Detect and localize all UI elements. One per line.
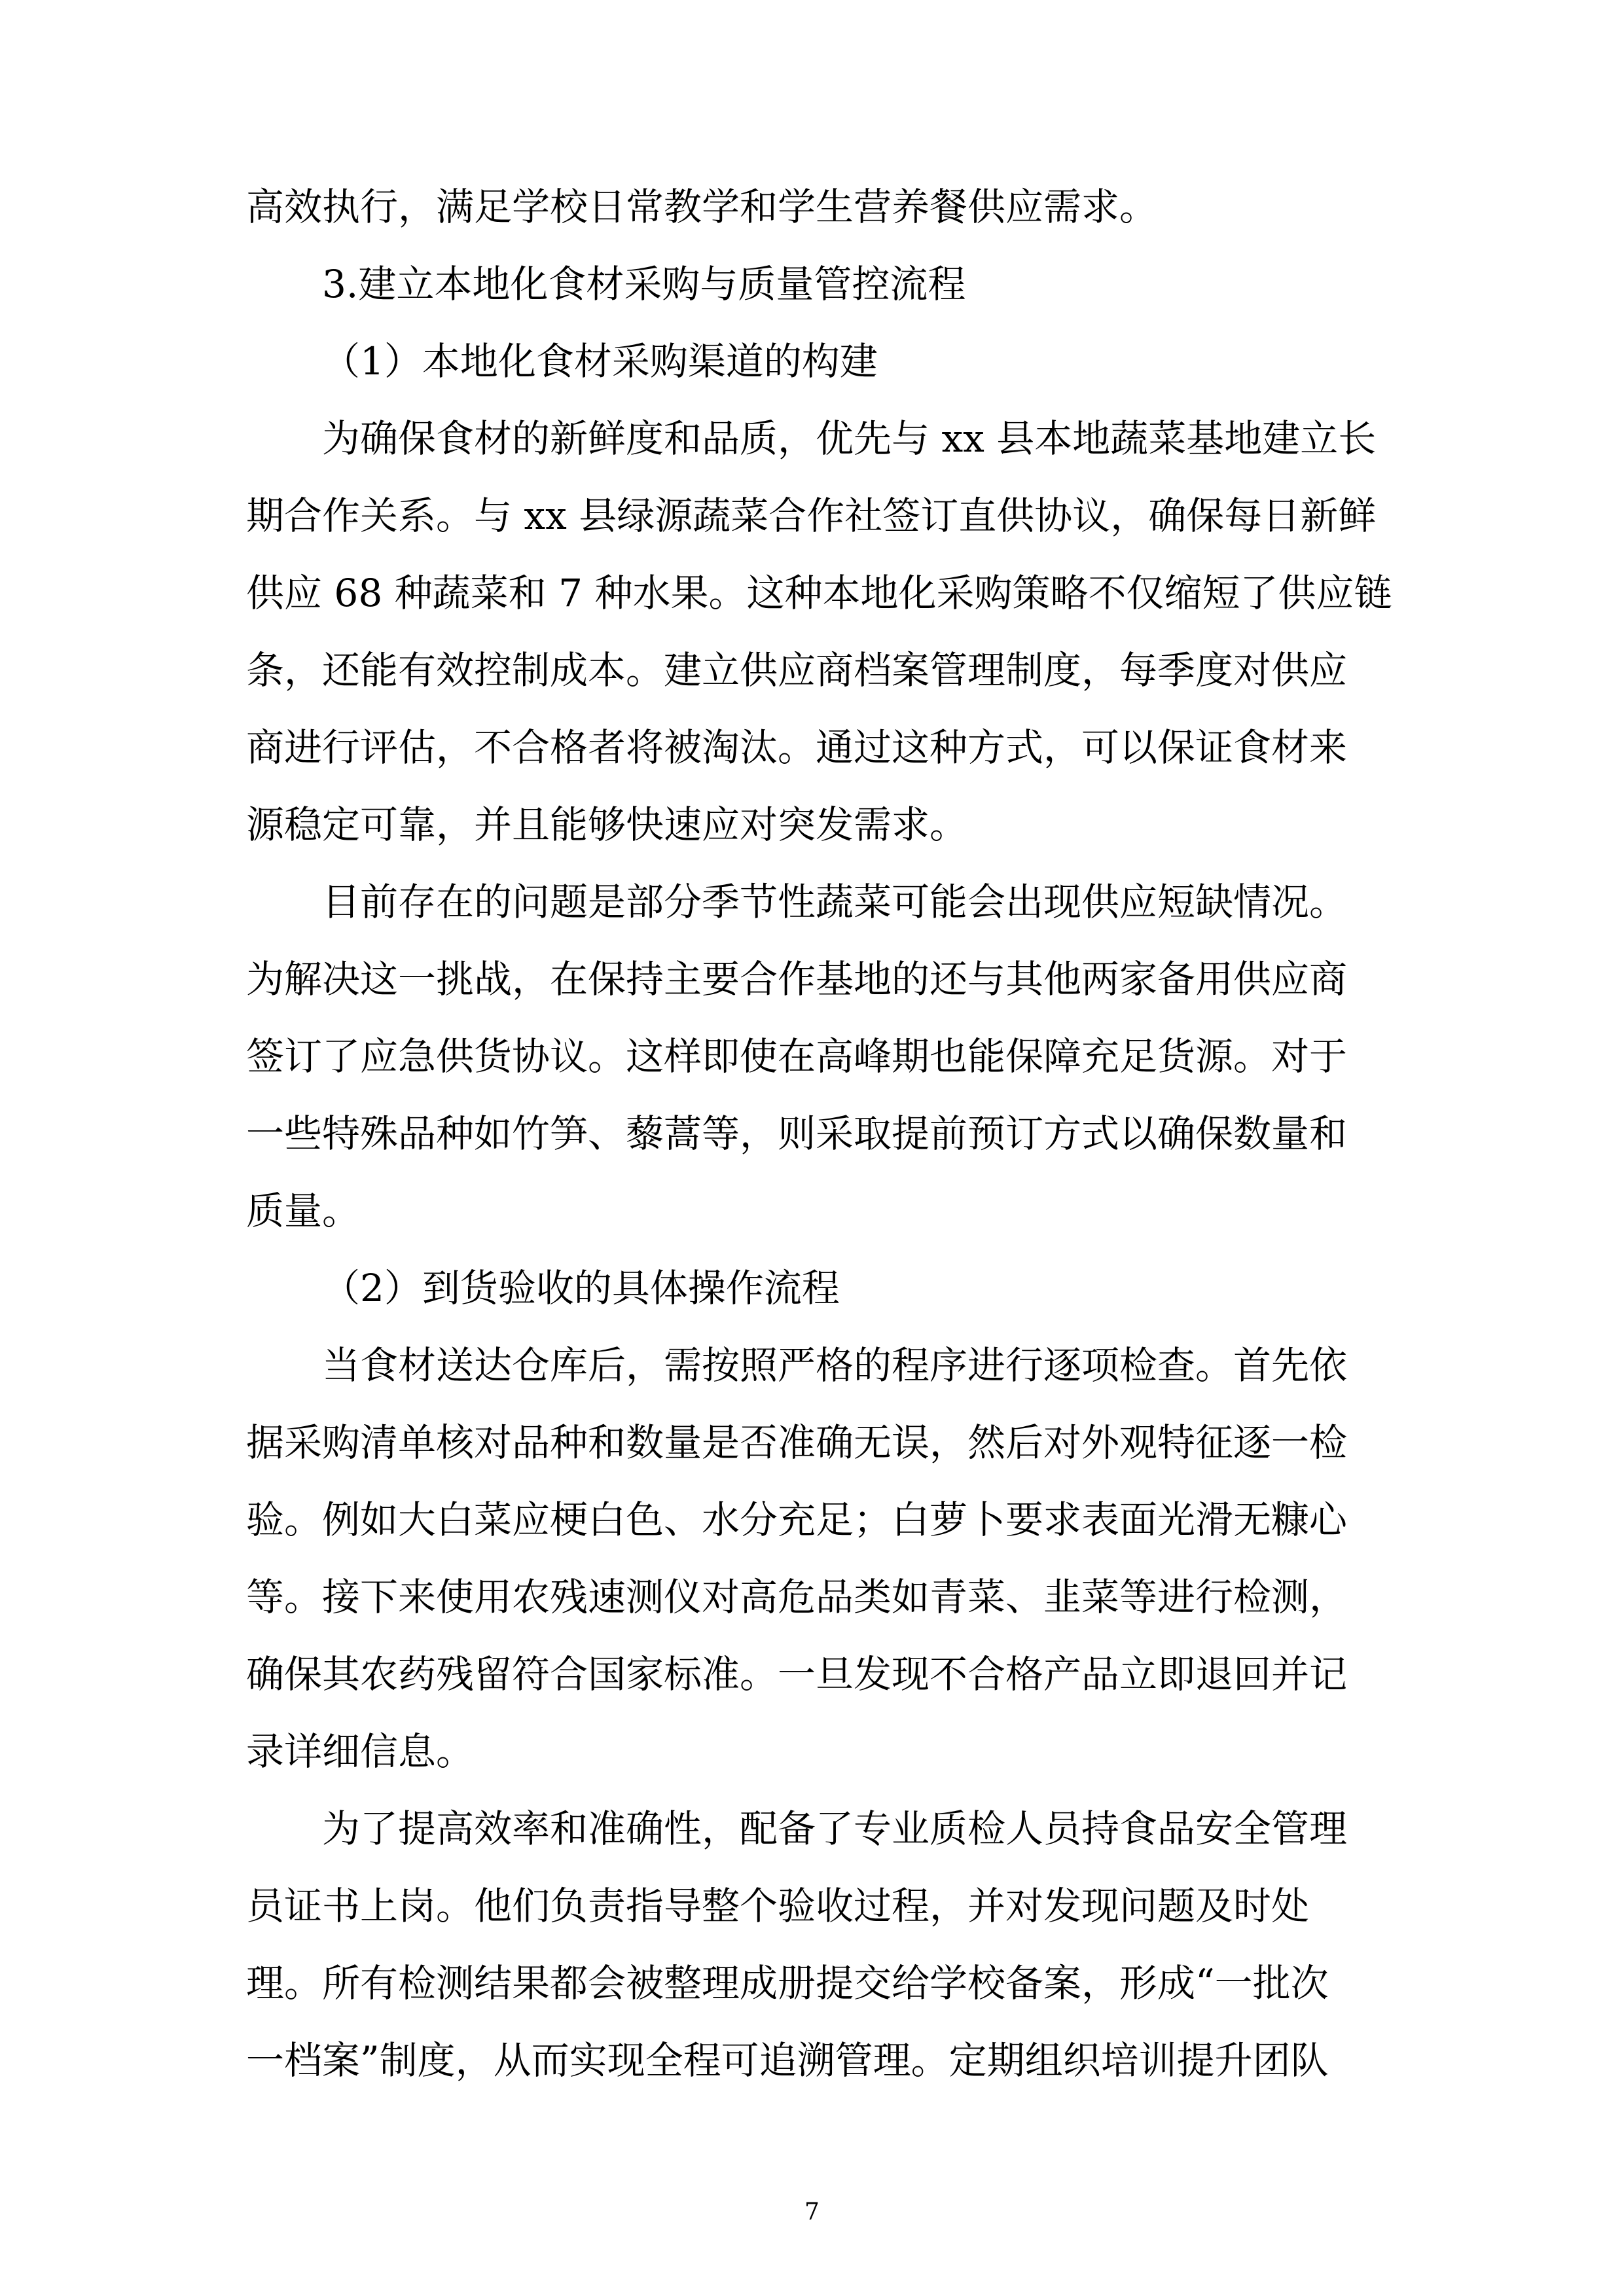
paragraph-line: 确保其农药残留符合国家标准。一旦发现不合格产品立即退回并记 [246, 1652, 1348, 1696]
paragraph-line: 目前存在的问题是部分季节性蔬菜可能会出现供应短缺情况。 [322, 880, 1348, 924]
paragraph-line: 当食材送达仓库后，需按照严格的程序进行逐项检查。首先依 [322, 1343, 1348, 1388]
section-heading: 3.建立本地化食材采购与质量管控流程 [322, 262, 966, 306]
paragraph-line: 理。所有检测结果都会被整理成册提交给学校备案，形成“一批次 [246, 1961, 1329, 2005]
paragraph-line: 签订了应急供货协议。这样即使在高峰期也能保障充足货源。对于 [246, 1034, 1348, 1079]
paragraph-line: 源稳定可靠，并且能够快速应对突发需求。 [246, 802, 968, 847]
paragraph-line: 为确保食材的新鲜度和品质，优先与 xx 县本地蔬菜基地建立长 [322, 416, 1377, 461]
paragraph-line: 据采购清单核对品种和数量是否准确无误，然后对外观特征逐一检 [246, 1420, 1348, 1465]
paragraph-line: 为解决这一挑战，在保持主要合作基地的还与其他两家备用供应商 [246, 957, 1348, 1001]
paragraph-line: 质量。 [246, 1189, 361, 1233]
paragraph-line: 供应 68 种蔬菜和 7 种水果。这种本地化采购策略不仅缩短了供应链 [246, 571, 1392, 615]
subsection-heading: （2）到货验收的具体操作流程 [322, 1266, 840, 1310]
paragraph-line: 条，还能有效控制成本。建立供应商档案管理制度，每季度对供应 [246, 648, 1348, 692]
paragraph-line: 验。例如大白菜应梗白色、水分充足；白萝卜要求表面光滑无糠心 [246, 1498, 1348, 1542]
paragraph-line: 商进行评估，不合格者将被淘汰。通过这种方式，可以保证食材来 [246, 725, 1348, 770]
paragraph-line: 高效执行，满足学校日常教学和学生营养餐供应需求。 [246, 185, 1158, 229]
paragraph-line: 员证书上岗。他们负责指导整个验收过程，并对发现问题及时处 [246, 1884, 1310, 1928]
paragraph-line: 期合作关系。与 xx 县绿源蔬菜合作社签订直供协议，确保每日新鲜 [246, 493, 1377, 538]
paragraph-line: 录详细信息。 [246, 1729, 475, 1774]
paragraph-line: 等。接下来使用农残速测仪对高危品类如青菜、韭菜等进行检测， [246, 1575, 1348, 1619]
page-number: 7 [804, 2198, 820, 2225]
paragraph-line: 一档案”制度，从而实现全程可追溯管理。定期组织培训提升团队 [246, 2038, 1329, 2083]
subsection-heading: （1）本地化食材采购渠道的构建 [322, 339, 878, 384]
paragraph-line: 一些特殊品种如竹笋、藜蒿等，则采取提前预订方式以确保数量和 [246, 1111, 1348, 1156]
paragraph-line: 为了提高效率和准确性，配备了专业质检人员持食品安全管理 [322, 1806, 1348, 1851]
